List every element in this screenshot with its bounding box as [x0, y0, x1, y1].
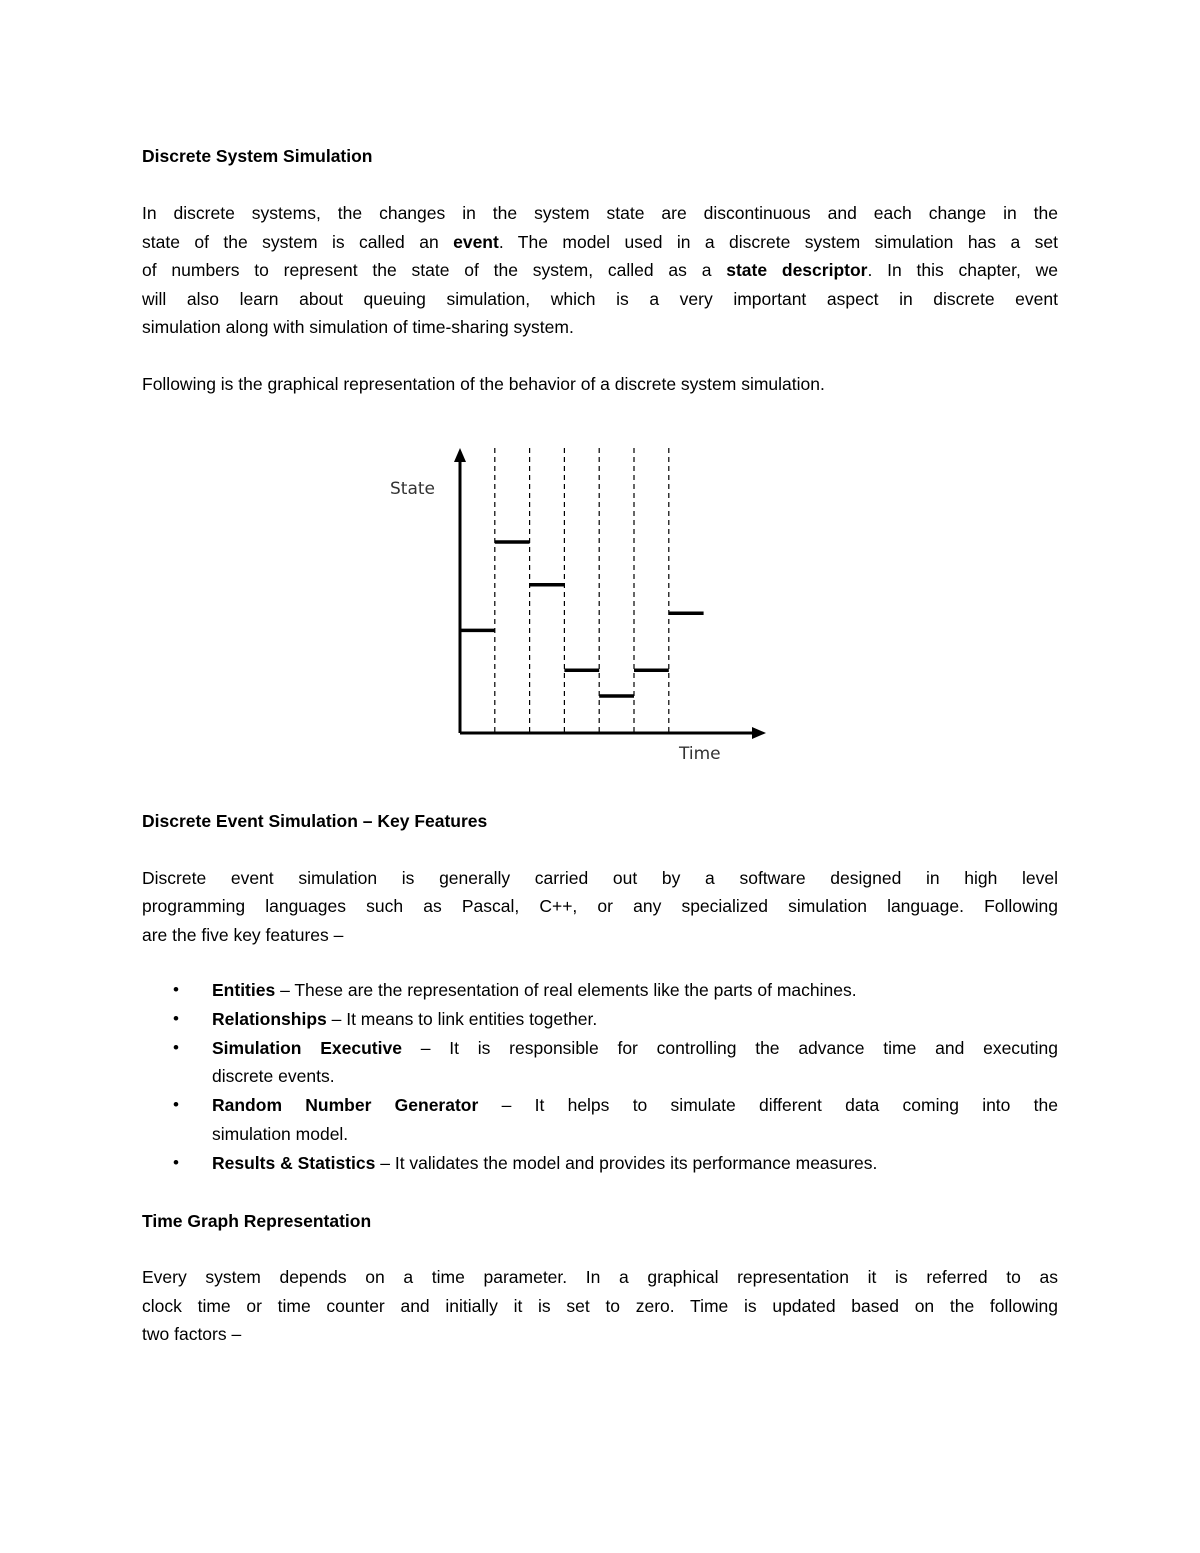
- text-run: clock time or time counter and initially it is set to zero. Time is updated based on the following: [142, 1295, 1058, 1316]
- text-line: [142, 1295, 1058, 1317]
- text-run: – It validates the model and provides its performance measures.: [375, 1152, 878, 1173]
- y-axis-arrow-icon: [454, 448, 466, 462]
- bold-term: event: [453, 231, 499, 252]
- text-line: [142, 316, 1058, 338]
- event-lines: [495, 448, 669, 733]
- text-run: will also learn about queuing simulation, which is a very important aspect in discrete event: [142, 288, 1058, 309]
- text-run: . The model used in a discrete system simulation has a set: [498, 231, 1058, 252]
- bullet-icon: •: [173, 1037, 179, 1057]
- bold-term: Simulation Executive: [212, 1037, 402, 1058]
- bullet-icon: •: [173, 1152, 179, 1172]
- bullet-icon: •: [173, 1095, 179, 1115]
- text-line: [142, 202, 1058, 224]
- x-axis-label: Time: [679, 744, 721, 764]
- text-run: simulation along with simulation of time-sharing system.: [142, 317, 574, 338]
- text-run: discrete events.: [212, 1066, 335, 1087]
- bold-term: Results & Statistics: [212, 1152, 376, 1173]
- bold-term: Entities: [212, 980, 276, 1000]
- paragraph-graph-intro: Following is the graphical representation of the behavior of a discrete system simulation.: [142, 374, 825, 394]
- text-line: [142, 1266, 1058, 1288]
- text-line: [142, 867, 1058, 889]
- text-run: simulation model.: [212, 1124, 349, 1144]
- text-run: Every system depends on a time parameter. In a graphical representation it is referred to as: [142, 1267, 1058, 1287]
- text-line: [212, 1152, 1058, 1174]
- text-line: [212, 1123, 1058, 1145]
- text-line: [212, 1094, 1058, 1116]
- text-run: – These are the representation of real elements like the parts of machines.: [275, 980, 857, 1000]
- x-axis-arrow-icon: [752, 727, 766, 739]
- text-run: – It means to link entities together.: [326, 1008, 598, 1029]
- text-line: [142, 288, 1058, 310]
- text-run: Discrete event simulation is generally carried out by a software designed in high level: [142, 868, 1058, 888]
- text-run: are the five key features –: [142, 924, 344, 945]
- text-run: two factors –: [142, 1324, 242, 1344]
- bold-term: Relationships: [212, 1008, 327, 1029]
- text-line: [142, 924, 1058, 946]
- y-axis-label: State: [390, 479, 435, 499]
- text-line: [142, 259, 1058, 281]
- text-run: state of the system is called an: [142, 231, 454, 252]
- text-line: [212, 1008, 1058, 1030]
- text-run: – It helps to simulate different data coming into the: [478, 1095, 1059, 1116]
- text-line: [212, 1065, 1058, 1087]
- text-run: programming languages such as Pascal, C++, or any specialized simulation language. Following: [142, 896, 1058, 917]
- text-run: – It is responsible for controlling the advance time and executing: [401, 1037, 1058, 1058]
- heading-time-graph: Time Graph Representation: [142, 1211, 372, 1231]
- text-line: [142, 895, 1058, 917]
- text-run: of numbers to represent the state of the system, called as a: [142, 260, 727, 281]
- state-levels: [460, 542, 704, 696]
- heading-discrete-system-simulation: Discrete System Simulation: [142, 146, 373, 166]
- text-line: [212, 1037, 1058, 1059]
- text-run: In discrete systems, the changes in the system state are discontinuous and each change in the: [142, 203, 1058, 223]
- bullet-icon: •: [173, 1008, 179, 1028]
- bullet-icon: •: [173, 980, 179, 999]
- text-line: [142, 1323, 1058, 1345]
- bold-term: state descriptor: [726, 260, 868, 281]
- text-line: [212, 979, 1058, 1001]
- text-run: . In this chapter, we: [867, 260, 1058, 281]
- bold-term: Random Number Generator: [212, 1095, 479, 1116]
- heading-key-features: Discrete Event Simulation – Key Features: [142, 811, 488, 831]
- text-line: [142, 231, 1058, 253]
- discrete-state-diagram: [370, 440, 790, 780]
